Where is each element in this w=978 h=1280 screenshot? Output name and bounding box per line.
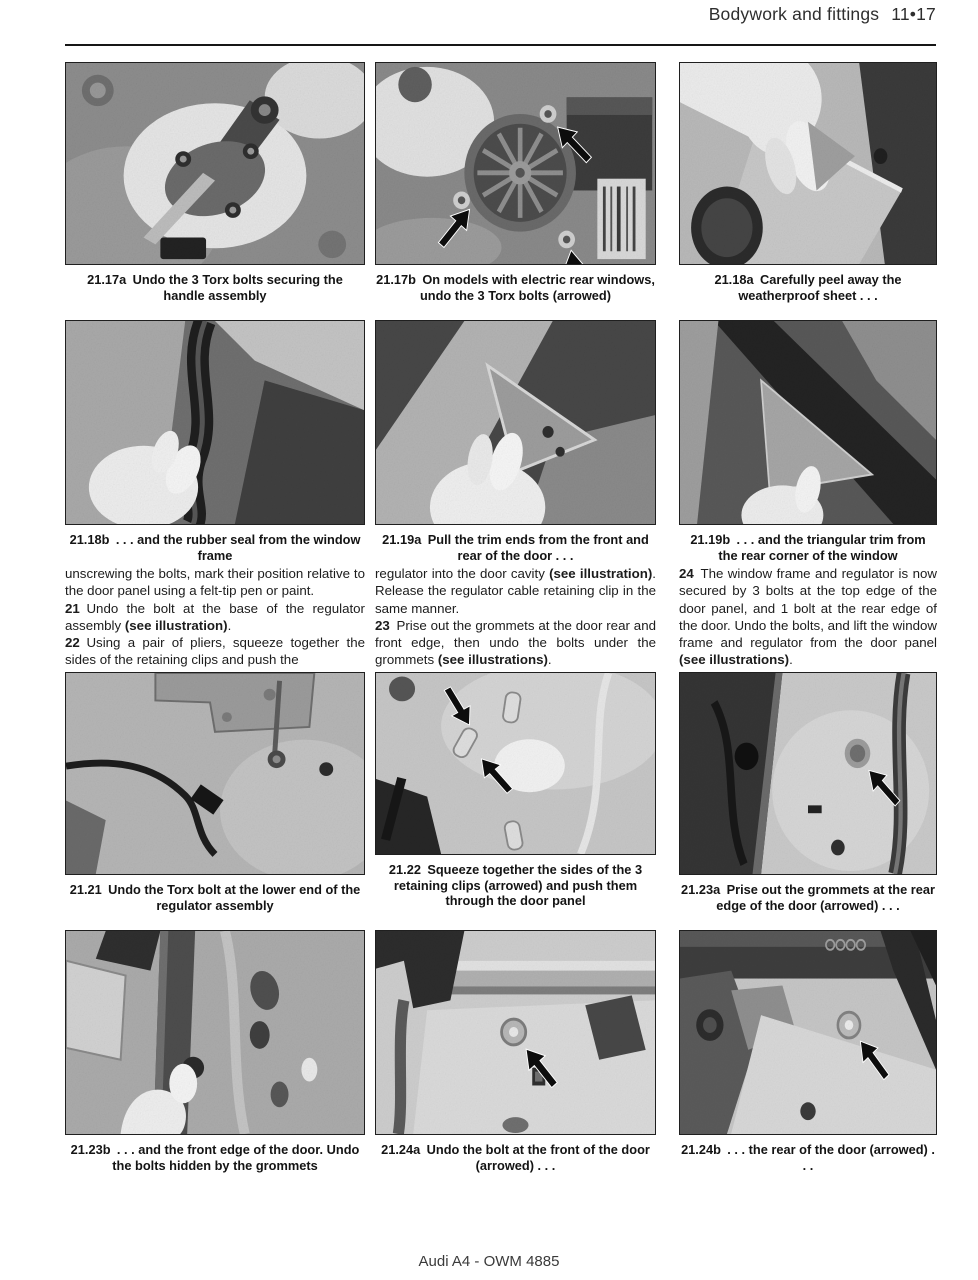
figure-cell-21-19b bbox=[679, 320, 937, 563]
door-handle-photo bbox=[66, 63, 364, 264]
body-column-3: 24 The window frame and regulator is now secured by 3 bolts at the top edge of the door panel, and 1 bolt at the rear edge of the door. Undo the bolts, and lift the window frame and regulator from the door panel (see illustrations). bbox=[679, 566, 937, 668]
triangular-trim-photo bbox=[680, 321, 936, 524]
front-grommet-photo bbox=[66, 931, 364, 1134]
header-section-title: Bodywork and fittings bbox=[708, 4, 880, 24]
figure-cell-21-18b bbox=[65, 320, 365, 563]
figure-photo-21-17a bbox=[65, 62, 365, 265]
figure-caption: 21.24a Undo the bolt at the front of the door (arrowed) . . . bbox=[381, 1142, 650, 1173]
regulator-bolt-photo bbox=[66, 673, 364, 874]
figure-caption: 21.19a Pull the trim ends from the front and rear of the door . . . bbox=[382, 532, 649, 563]
rubber-seal-photo bbox=[66, 321, 364, 524]
rear-grommet-photo bbox=[680, 673, 936, 874]
figure-photo-21-19b bbox=[679, 320, 937, 525]
figure-cell-21-24a bbox=[375, 930, 656, 1173]
figure-caption: 21.22 Squeeze together the sides of the 3 retaining clips (arrowed) and push them through the door panel bbox=[388, 862, 643, 909]
footer-text: Audi A4 - OWM 4885 bbox=[418, 1253, 560, 1270]
figure-caption: 21.19b . . . and the triangular trim from the rear corner of the window bbox=[690, 532, 926, 563]
figure-photo-21-18b bbox=[65, 320, 365, 525]
figure-caption: 21.21 Undo the Torx bolt at the lower end of the regulator assembly bbox=[69, 882, 361, 913]
figure-cell-21-22 bbox=[375, 672, 656, 909]
figure-cell-21-19a bbox=[375, 320, 656, 563]
window-motor-photo bbox=[376, 63, 655, 264]
figure-caption: 21.24b . . . the rear of the door (arrowed) . . . bbox=[681, 1142, 935, 1173]
figure-photo-21-21 bbox=[65, 672, 365, 875]
figure-photo-21-23b bbox=[65, 930, 365, 1135]
figure-photo-21-19a bbox=[375, 320, 656, 525]
figure-photo-21-24a bbox=[375, 930, 656, 1135]
weatherproof-sheet-photo bbox=[680, 63, 936, 264]
figure-photo-21-24b bbox=[679, 930, 937, 1135]
figure-cell-21-17b bbox=[375, 62, 656, 303]
front-bolt-photo bbox=[376, 931, 655, 1134]
retaining-clips-photo bbox=[376, 673, 655, 854]
figure-photo-21-18a bbox=[679, 62, 937, 265]
figure-caption: 21.17a Undo the 3 Torx bolts securing the handle assembly bbox=[87, 272, 343, 303]
figure-cell-21-23a bbox=[679, 672, 937, 913]
figure-caption: 21.23a Prise out the grommets at the rear edge of the door (arrowed) . . . bbox=[681, 882, 935, 913]
figure-caption: 21.18b . . . and the rubber seal from the window frame bbox=[69, 532, 361, 563]
figure-caption: 21.18a Carefully peel away the weatherproof sheet . . . bbox=[714, 272, 902, 303]
header-rule bbox=[65, 44, 936, 46]
figure-cell-21-17a bbox=[65, 62, 365, 303]
figure-cell-21-21 bbox=[65, 672, 365, 913]
figure-photo-21-22 bbox=[375, 672, 656, 855]
figure-caption: 21.23b . . . and the front edge of the door. Undo the bolts hidden by the grommets bbox=[70, 1142, 360, 1173]
figure-caption: 21.17b On models with electric rear windows, undo the 3 Torx bolts (arrowed) bbox=[376, 272, 655, 303]
figure-cell-21-24b bbox=[679, 930, 937, 1173]
body-column-1: unscrewing the bolts, mark their position relative to the door panel using a felt-tip pen or paint. 21 Undo the bolt at the base of the regulator assembly (see illustration). 22 Using a pair of pliers, squeeze together the sides of the retaining clips and push the bbox=[65, 566, 365, 668]
figure-cell-21-23b bbox=[65, 930, 365, 1173]
figure-photo-21-23a bbox=[679, 672, 937, 875]
figure-photo-21-17b bbox=[375, 62, 656, 265]
rear-bolt-photo bbox=[680, 931, 936, 1134]
figure-cell-21-18a bbox=[679, 62, 937, 303]
trim-ends-photo bbox=[376, 321, 655, 524]
page-header bbox=[709, 4, 936, 25]
header-page-number: 11•17 bbox=[891, 4, 936, 24]
body-column-2: regulator into the door cavity (see illustration). Release the regulator cable retaining clip in the same manner. 23 Prise out the grommets at the door rear and front edge, then undo the bolts under the grommets (see illustrations). bbox=[375, 566, 656, 668]
